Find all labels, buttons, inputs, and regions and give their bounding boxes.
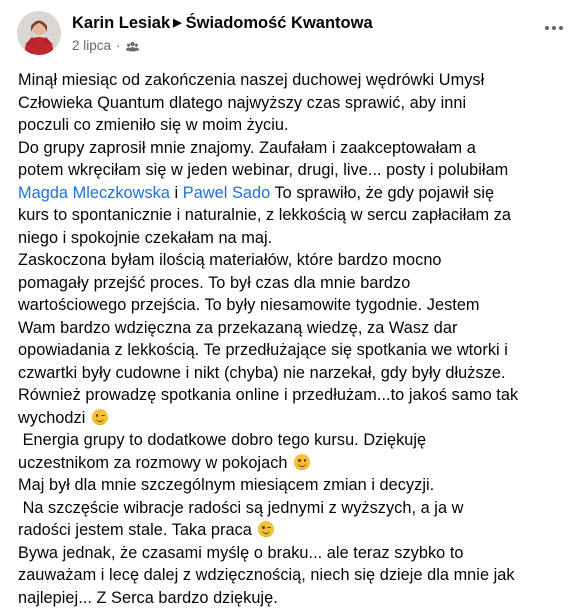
post-line: zauważam i lecę dalej z wdzięcznością, niech się dzieje dla mnie jak — [18, 566, 515, 584]
post-line: Do grupy zaprosił mnie znajomy. Zaufałam i zaakceptowałam a — [18, 138, 476, 157]
post-line-text: radości jestem stale. Taka praca — [18, 521, 252, 539]
author-name[interactable]: Karin Lesiak — [72, 14, 171, 32]
post-line: niego i spokojnie czekałam na maj. — [18, 228, 273, 247]
post-line: pomagały przejść proces. To był czas dla mnie bardzo — [18, 273, 411, 292]
post-line: kurs to spontanicznie i naturalnie, z lekkością w sercu zapłaciłam za — [18, 206, 512, 224]
winking-face-emoji-icon — [92, 409, 108, 425]
post-line: poczuli co zmieniło się w moim życiu. — [18, 116, 289, 134]
post-line-rest: To sprawiło, że gdy pojawił się — [270, 183, 495, 202]
more-options-icon — [545, 26, 549, 30]
post-line-with-emoji — [18, 519, 578, 542]
post-line: Energia grupy to dodatkowe dobro tego kursu. Dziękuję — [18, 431, 427, 449]
post-date[interactable]: 2 lipca — [72, 38, 112, 53]
avatar[interactable] — [17, 11, 61, 55]
post-line: czwartki były cudowne i nikt (chyba) nie narzekał, gdy były dłuższe. — [18, 363, 506, 382]
mention-link-pawel[interactable]: Pawel Sado — [182, 183, 271, 202]
post-line: opowiadania z lekkością. Te przedłużające się spotkania we wtorki i — [18, 341, 508, 359]
post-line: Na szczęście wibracje radości są jednymi z wyższych, a ja w — [18, 498, 464, 517]
post-header — [17, 11, 572, 59]
group-audience-icon[interactable] — [126, 40, 139, 53]
winking-face-emoji-icon — [258, 521, 274, 537]
post-line-with-emoji — [18, 452, 578, 475]
post-line: Zaskoczona byłam ilością materiałów, które bardzo mocno — [18, 251, 442, 269]
post-line: wartościowego przejścia. To były niesamowite tygodnie. Jestem — [18, 296, 480, 314]
post-line-text: uczestnikom za rozmowy w pokojach — [18, 453, 288, 472]
post-line: Człowieka Quantum dlatego najwyższy czas sprawić, aby inni — [18, 93, 467, 112]
post-line-with-mentions — [18, 182, 578, 205]
post-line: Wam bardzo wdzięczna za przekazaną wiedzę, za Wasz dar — [18, 318, 458, 337]
post-line-with-emoji — [18, 407, 578, 430]
caret-right-icon: ▶ — [173, 17, 182, 29]
smiling-face-emoji-icon — [294, 454, 310, 470]
post-line: Również prowadzę spotkania online i przedłużam...to jakoś samo tak — [18, 386, 519, 404]
post-line: Bywa jednak, że czasami myślę o braku... ale teraz szybko to — [18, 543, 464, 562]
mention-link-magda[interactable]: Magda Mleczkowska — [18, 183, 170, 202]
post-line-text: wychodzi — [18, 408, 86, 427]
post-text — [18, 69, 578, 609]
separator-dot: · — [116, 38, 121, 53]
mention-separator: i — [169, 183, 183, 202]
post-line: najlepiej... Z Serca bardzo dziękuję. — [18, 588, 278, 607]
post-line: potem wkręciłam się w jeden webinar, drugi, live... posty i polubiłam — [18, 161, 509, 179]
post-line: Maj był dla mnie szczególnym miesiącem zmian i decyzji. — [18, 476, 435, 494]
avatar-image — [17, 11, 61, 55]
group-name[interactable]: Świadomość Kwantowa — [185, 14, 373, 32]
more-options-button[interactable] — [540, 17, 568, 39]
post-line: Minął miesiąc od zakończenia naszej duchowej wędrówki Umysł — [18, 71, 485, 89]
